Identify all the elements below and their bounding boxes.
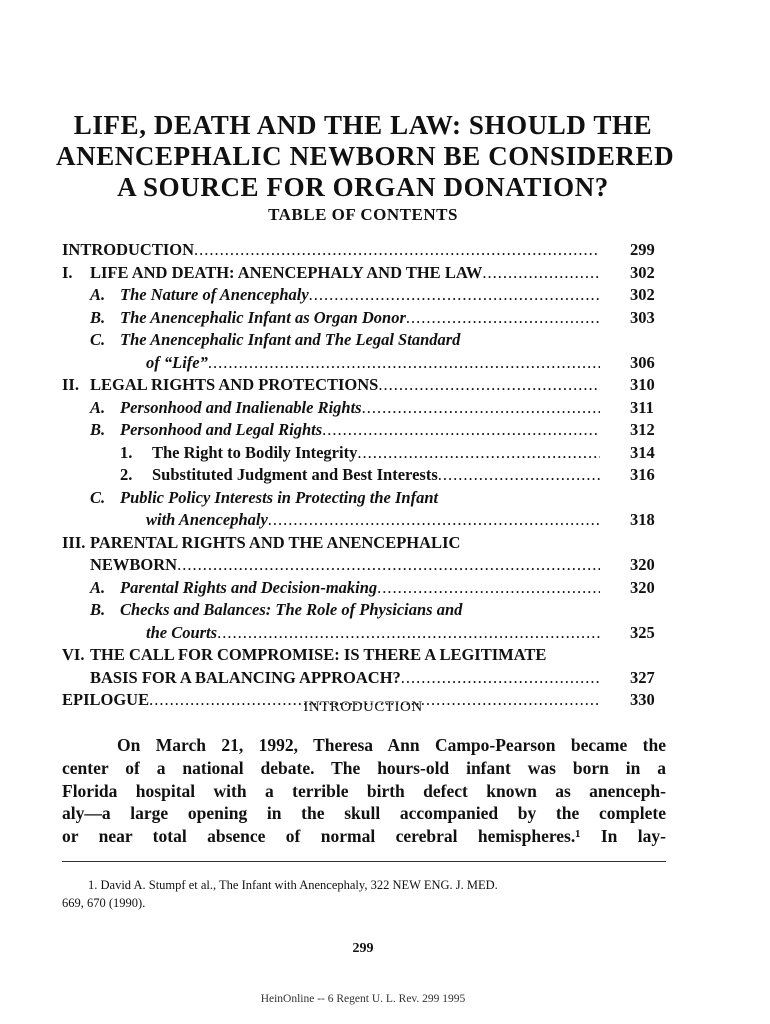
toc-entry [62,577,670,600]
toc-entry-page: 320 [630,577,655,597]
toc-entry [62,262,670,285]
toc-entry-page: 314 [630,442,655,462]
toc-entry-page: 299 [630,240,655,259]
toc-entry-text: THE CALL FOR COMPROMISE: IS THERE A LEGITIMATE [90,645,547,664]
page-number: 299 [352,941,374,956]
toc-entry-page: 330 [630,690,655,709]
toc-entry-mark: 1. [120,442,133,462]
toc-entry [62,352,670,375]
toc-entry [62,622,670,645]
toc-entry-text: BASIS FOR A BALANCING APPROACH? [90,667,401,687]
toc-entry-mark: C. [90,330,106,349]
paragraph-line: aly—a large opening in the skull accompanied by the complete [62,803,666,824]
toc-entry-page: 327 [630,667,655,687]
toc-entry-text: NEWBORN [90,555,178,574]
toc-entry-text: The Nature of Anencephaly [120,285,309,304]
footnote-line: 669, 670 (1990). [62,896,146,910]
toc-entry-mark: B. [90,307,106,327]
toc-entry [62,397,670,420]
toc-entry-text: Personhood and Legal Rights [120,420,323,439]
paragraph-line: or near total absence of normal cerebral hemispheres.¹ In lay- [62,826,666,847]
toc-entry-page: 316 [630,465,655,484]
toc-entry-page: 312 [630,420,655,439]
toc-entry-page: 318 [630,510,655,529]
toc-entry-page: 310 [630,375,655,394]
toc-entry-text: INTRODUCTION [62,240,195,259]
toc-entry-mark: C. [90,487,106,507]
toc-entry [62,487,670,510]
toc-entry-text: The Right to Bodily Integrity [152,442,358,462]
toc-entry [62,239,670,262]
toc-entry [62,464,670,487]
toc-entry-mark: B. [90,600,106,619]
title-line-1: LIFE, DEATH AND THE LAW: SHOULD THE [73,110,653,140]
toc-entry-mark: I. [62,262,73,282]
toc-entry [62,667,670,690]
toc-entry-text: The Anencephalic Infant and The Legal Standard [120,330,461,349]
footnote [62,876,666,912]
paragraph-line: center of a national debate. The hours-old infant was born in a [62,757,666,778]
toc-entry-text: PARENTAL RIGHTS AND THE ANENCEPHALIC [90,532,461,552]
toc-entry-page: 303 [630,307,655,327]
toc-entry-page: 325 [630,622,655,642]
toc-entry [62,644,670,667]
toc-entry [62,307,670,330]
paragraph-line: On March 21, 1992, Theresa Ann Campo-Pearson became the [117,735,666,755]
toc-entry [62,284,670,307]
footnote-divider [62,861,666,862]
toc-entry-mark: II. [62,375,79,394]
toc-entry-page: 320 [630,555,655,574]
toc-entry-mark: 2. [120,465,133,484]
toc-entry-mark: B. [90,420,106,439]
toc-entry-text: LIFE AND DEATH: ANENCEPHALY AND THE LAW [90,262,483,282]
toc-heading: TABLE OF CONTENTS [268,205,458,224]
toc-entry-text: LEGAL RIGHTS AND PROTECTIONS [90,375,379,394]
title-line-3: A SOURCE FOR ORGAN DONATION? [117,172,609,202]
toc-entry-text: of “Life” [146,352,208,372]
toc-entry [62,532,670,555]
toc-entry-mark: VI. [62,645,85,664]
toc-entry-page: 306 [630,352,655,372]
toc-entry-page: 302 [630,262,655,282]
toc-entry [62,509,670,532]
toc-entry-page: 311 [630,397,654,417]
toc-entry-text: with Anencephaly [146,510,268,529]
table-of-contents [62,239,670,712]
toc-entry-text: Personhood and Inalienable Rights [120,397,362,417]
source-line: HeinOnline -- 6 Regent U. L. Rev. 299 1995 [260,993,466,1005]
toc-entry [62,554,670,577]
toc-entry-page: 302 [630,285,655,304]
toc-entry [62,329,670,352]
paragraph-line: Florida hospital with a terrible birth defect known as anenceph- [62,780,666,801]
toc-entry-text: EPILOGUE [62,690,150,709]
title-line-2: ANENCEPHALIC NEWBORN BE CONSIDERED [56,141,675,171]
introduction-heading: INTRODUCTION [303,699,423,715]
toc-entry-text: Parental Rights and Decision-making [120,577,378,597]
toc-entry [62,419,670,442]
toc-entry-text: The Anencephalic Infant as Organ Donor [120,307,406,327]
toc-entry-mark: A. [90,397,106,417]
toc-entry-text: Public Policy Interests in Protecting the Infant [120,487,439,507]
toc-entry [62,599,670,622]
toc-entry-text: the Courts [146,622,218,642]
toc-entry-mark: A. [90,285,106,304]
article-title [56,110,675,203]
toc-entry-mark: III. [62,532,86,552]
footnote-line: 1. David A. Stumpf et al., The Infant with Anencephaly, 322 NEW ENG. J. MED. [88,878,498,892]
toc-entry-mark: A. [90,577,106,597]
toc-entry-text: Checks and Balances: The Role of Physicians and [120,600,463,619]
toc-entry-text: Substituted Judgment and Best Interests [152,465,438,484]
toc-entry [62,374,670,397]
introduction-paragraph [62,734,666,848]
toc-entry [62,442,670,465]
